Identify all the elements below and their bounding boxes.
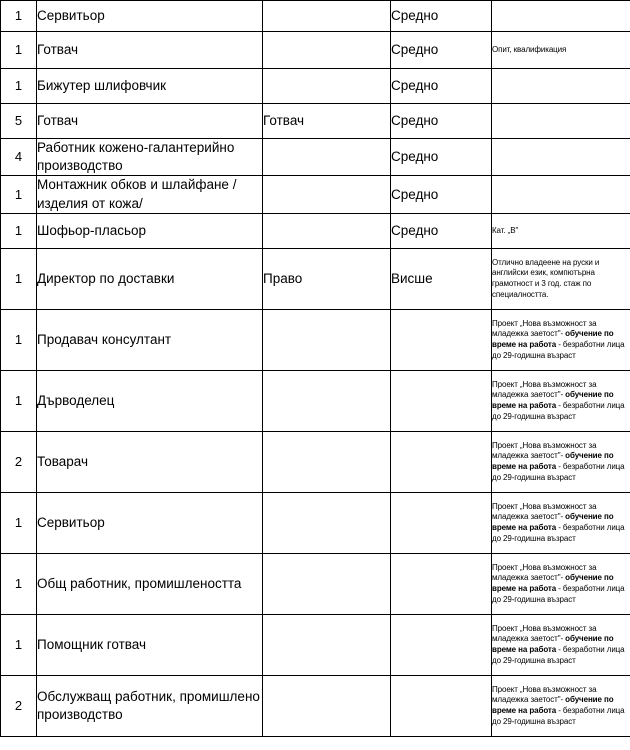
cell-requirements — [492, 32, 630, 69]
cell-requirements — [492, 614, 630, 675]
cell-count: 1 — [1, 32, 37, 69]
cell-count: 1 — [1, 176, 37, 213]
cell-count: 4 — [1, 139, 37, 176]
table-row — [1, 370, 630, 431]
cell-education-field — [263, 1, 391, 32]
requirement-project-text: Проект „Нова възможност за младежка заетост"- обучение по време на работа - безработни лица до 29-годишна възраст — [492, 440, 625, 482]
cell-position: Сервитьор — [37, 492, 263, 553]
cell-count: 2 — [1, 675, 37, 736]
cell-position: Бижутер шлифовчик — [37, 69, 263, 104]
cell-count: 1 — [1, 614, 37, 675]
cell-education-level: Висше — [391, 248, 492, 309]
cell-requirements — [492, 213, 630, 248]
cell-education-level — [391, 370, 492, 431]
cell-education-level — [391, 492, 492, 553]
cell-position: Директор по доставки — [37, 248, 263, 309]
cell-education-field — [263, 553, 391, 614]
cell-position: Общ работник, промишлеността — [37, 553, 263, 614]
cell-position: Сервитьор — [37, 1, 263, 32]
cell-education-level — [391, 309, 492, 370]
vacancy-table-body — [1, 1, 630, 737]
cell-education-level — [391, 675, 492, 736]
cell-position: Дърводелец — [37, 370, 263, 431]
cell-count: 1 — [1, 248, 37, 309]
requirement-project-text: Проект „Нова възможност за младежка заетост"- обучение по време на работа - безработни лица до 29-годишна възраст — [492, 501, 625, 543]
cell-position: Готвач — [37, 104, 263, 139]
requirement-project-text: Проект „Нова възможност за младежка заетост"- обучение по време на работа - безработни лица до 29-годишна възраст — [492, 562, 625, 604]
cell-education-level: Средно — [391, 213, 492, 248]
cell-education-field — [263, 431, 391, 492]
table-row — [1, 1, 630, 32]
requirement-project-text: Проект „Нова възможност за младежка заетост"- обучение по време на работа - безработни лица до 29-годишна възраст — [492, 684, 625, 726]
cell-requirements — [492, 492, 630, 553]
table-row — [1, 104, 630, 139]
cell-education-field — [263, 614, 391, 675]
table-row — [1, 69, 630, 104]
cell-education-field — [263, 370, 391, 431]
cell-requirements — [492, 370, 630, 431]
cell-position: Продавач консултант — [37, 309, 263, 370]
cell-requirements — [492, 431, 630, 492]
cell-education-field — [263, 492, 391, 553]
cell-requirements — [492, 553, 630, 614]
cell-requirements — [492, 675, 630, 736]
cell-position: Монтажник обков и шлайфане /изделия от кожа/ — [37, 176, 263, 213]
cell-education-field — [263, 675, 391, 736]
table-row — [1, 675, 630, 736]
requirement-text: Кат. „В" — [492, 225, 519, 235]
cell-position: Товарач — [37, 431, 263, 492]
table-row — [1, 32, 630, 69]
cell-count: 5 — [1, 104, 37, 139]
cell-education-level: Средно — [391, 176, 492, 213]
cell-count: 1 — [1, 492, 37, 553]
cell-education-level: Средно — [391, 139, 492, 176]
cell-count: 2 — [1, 431, 37, 492]
cell-requirements — [492, 104, 630, 139]
cell-position: Помощник готвач — [37, 614, 263, 675]
cell-education-level — [391, 553, 492, 614]
table-row — [1, 431, 630, 492]
cell-education-field: Право — [263, 248, 391, 309]
cell-position: Обслужващ работник, промишлено производство — [37, 675, 263, 736]
table-row — [1, 492, 630, 553]
cell-requirements — [492, 69, 630, 104]
table-row — [1, 213, 630, 248]
cell-count: 1 — [1, 69, 37, 104]
cell-education-level: Средно — [391, 1, 492, 32]
table-row — [1, 139, 630, 176]
requirement-text: Отлично владеене на руски и английски език, компютърна грамотност и 3 год. стаж по специалността. — [492, 257, 600, 299]
cell-education-field — [263, 309, 391, 370]
table-row — [1, 309, 630, 370]
cell-requirements — [492, 139, 630, 176]
cell-count: 1 — [1, 309, 37, 370]
cell-education-field — [263, 176, 391, 213]
cell-count: 1 — [1, 370, 37, 431]
table-row — [1, 553, 630, 614]
table-row — [1, 176, 630, 213]
requirement-project-text: Проект „Нова възможност за младежка заетост"- обучение по време на работа - безработни лица до 29-годишна възраст — [492, 379, 625, 421]
cell-education-level: Средно — [391, 104, 492, 139]
table-row — [1, 248, 630, 309]
cell-education-level — [391, 431, 492, 492]
requirement-text: Опит, квалификация — [492, 44, 567, 54]
requirement-project-text: Проект „Нова възможност за младежка заетост"- обучение по време на работа - безработни лица до 29-годишна възраст — [492, 623, 625, 665]
cell-count: 1 — [1, 1, 37, 32]
cell-requirements — [492, 309, 630, 370]
table-row — [1, 614, 630, 675]
cell-count: 1 — [1, 553, 37, 614]
cell-position: Шофьор-пласьор — [37, 213, 263, 248]
cell-education-level: Средно — [391, 32, 492, 69]
cell-education-field — [263, 139, 391, 176]
cell-education-field — [263, 213, 391, 248]
cell-count: 1 — [1, 213, 37, 248]
cell-education-field — [263, 32, 391, 69]
cell-requirements — [492, 248, 630, 309]
cell-education-level: Средно — [391, 69, 492, 104]
cell-education-level — [391, 614, 492, 675]
cell-education-field: Готвач — [263, 104, 391, 139]
cell-position: Работник кожено-галантерийно производство — [37, 139, 263, 176]
cell-education-field — [263, 69, 391, 104]
cell-requirements — [492, 1, 630, 32]
requirement-project-text: Проект „Нова възможност за младежка заетост"- обучение по време на работа - безработни лица до 29-годишна възраст — [492, 318, 625, 360]
cell-requirements — [492, 176, 630, 213]
cell-position: Готвач — [37, 32, 263, 69]
